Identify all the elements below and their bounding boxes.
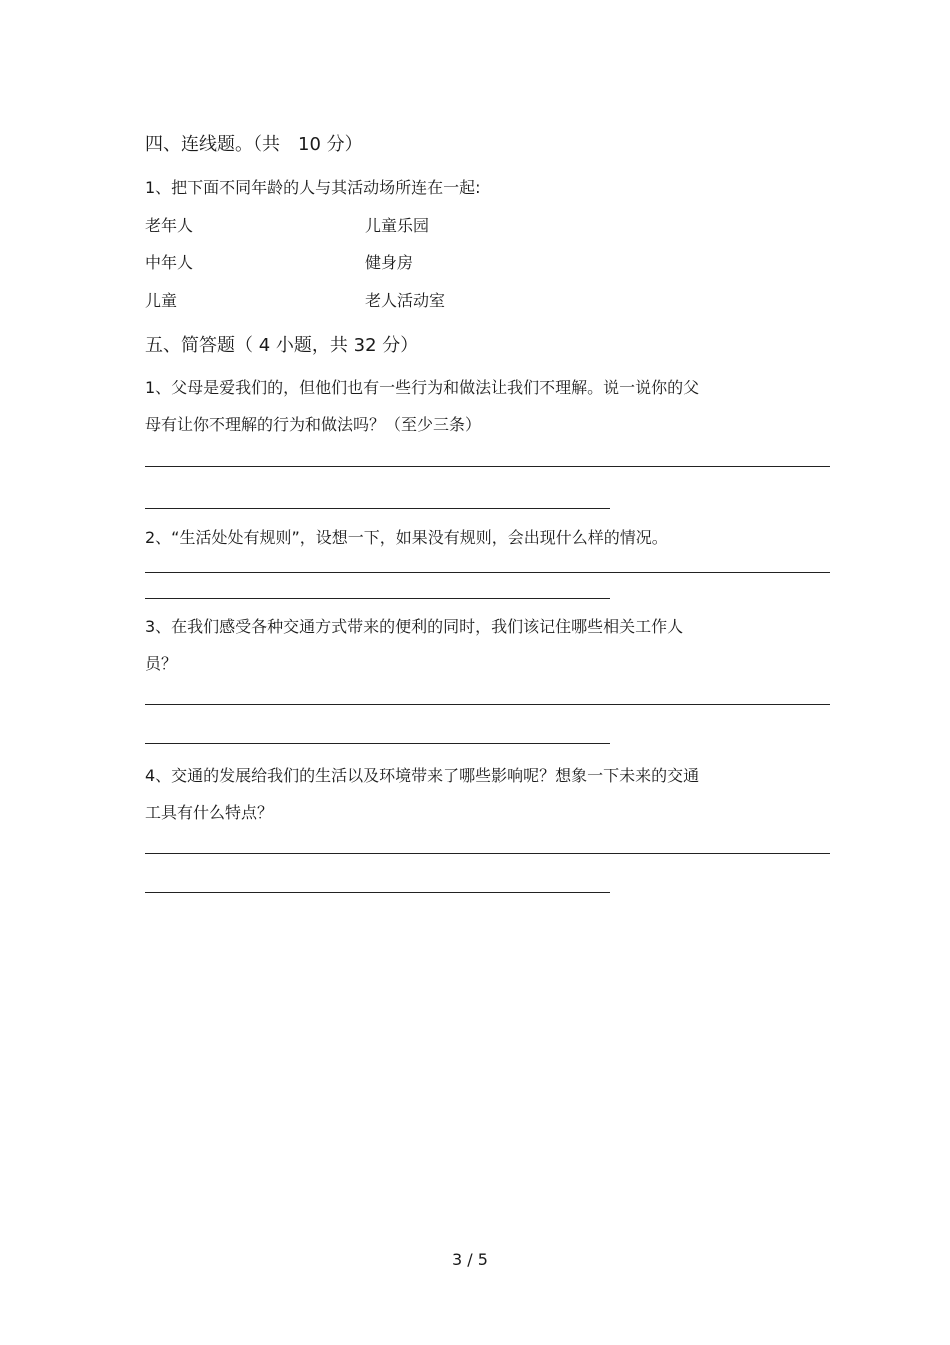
left-item-children: 儿童 — [145, 291, 178, 310]
question-1-line-2: 母有让你不理解的行为和做法吗？（至少三条） — [145, 415, 482, 434]
right-item-gym: 健身房 — [365, 253, 414, 272]
answer-line[interactable] — [145, 508, 610, 509]
question-4-line-1: 4、交通的发展给我们的生活以及环境带来了哪些影响呢？想象一下未来的交通 — [145, 766, 700, 785]
answer-line[interactable] — [145, 704, 830, 705]
answer-line[interactable] — [145, 598, 610, 599]
left-item-middle-aged: 中年人 — [145, 253, 194, 272]
question-1-line-1: 1、父母是爱我们的，但他们也有一些行为和做法让我们不理解。说一说你的父 — [145, 378, 700, 397]
answer-line[interactable] — [145, 466, 830, 467]
section-4-title: 四、连线题。（共 10 分） — [145, 134, 363, 155]
matching-question: 1、把下面不同年龄的人与其活动场所连在一起: — [145, 178, 481, 197]
page-number: 3 / 5 — [452, 1250, 488, 1269]
section-5-title: 五、简答题（ 4 小题，共 32 分） — [145, 335, 419, 356]
answer-line[interactable] — [145, 743, 610, 744]
left-item-elderly: 老年人 — [145, 216, 194, 235]
question-3-line-1: 3、在我们感受各种交通方式带来的便利的同时，我们该记住哪些相关工作人 — [145, 617, 684, 636]
question-3-line-2: 员？ — [145, 654, 178, 673]
answer-line[interactable] — [145, 572, 830, 573]
question-2-line-1: 2、“生活处处有规则”，设想一下，如果没有规则，会出现什么样的情况。 — [145, 528, 668, 547]
answer-line[interactable] — [145, 892, 610, 893]
right-item-playground: 儿童乐园 — [365, 216, 430, 235]
answer-line[interactable] — [145, 853, 830, 854]
question-4-line-2: 工具有什么特点？ — [145, 803, 274, 822]
right-item-senior-center: 老人活动室 — [365, 291, 446, 310]
